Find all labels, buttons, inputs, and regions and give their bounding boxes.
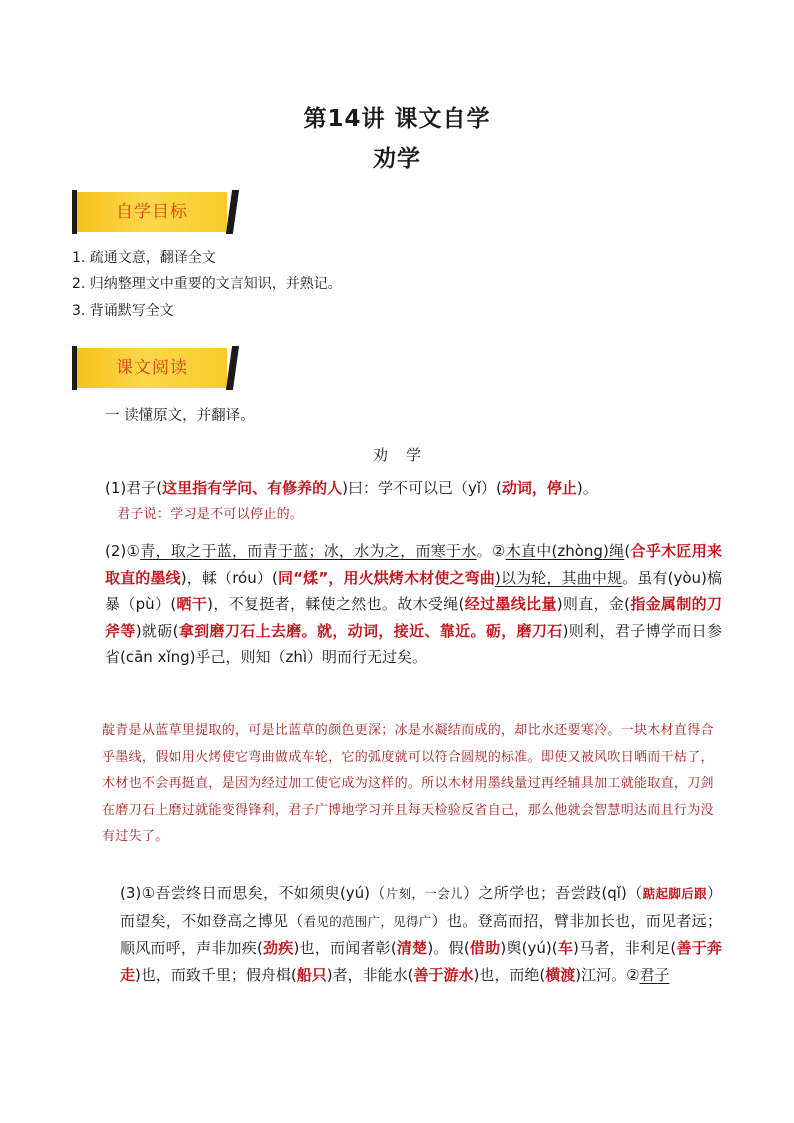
text-run: 輮（róu）( [201,568,278,587]
annotation: 借助 [469,939,501,957]
annotation: 车 [557,939,574,957]
annotation: 动词，停止 [501,479,577,497]
paragraph-2-translation [72,718,722,851]
annotation: 清楚 [396,939,428,957]
text-run: )则直，金( [556,595,631,613]
banner-bar-right [226,346,239,390]
annotation: 同“煣”，用火烘烤木材使之弯曲 [277,568,495,587]
paragraph-1-translation: 君子说：学习是不可以停止的。 [117,507,304,522]
paragraph-3 [72,880,722,988]
annotation: 善于游水 [413,965,474,984]
text-run: )江河。② [575,965,640,984]
text-run: ）之所学也；吾尝跂(qǐ)（ [463,884,643,902]
text-run: )就砺( [135,621,179,640]
text-run: ）而望矣，不如登高之博见（ [120,884,722,930]
underlined-sentence: 君子 [639,965,670,984]
goal-item-3: 3. 背诵默写全文 [72,303,174,319]
text-run: )。 [576,479,598,497]
text-run: )也，而致千里；假舟楫( [135,965,297,984]
text-run: )舆(yú)( [500,939,558,957]
text-run: )马者，非利足( [573,939,677,957]
paragraph-2-translation-text: 靛青是从蓝草里提取的，可是比蓝草的颜色更深；冰是水凝结而成的，却比水还要寒冷。一块木材直得合乎墨线，假如用火烤使它弯曲做成车轮，它的弧度就可以符合圆规的标准。即使又被风吹日晒而干枯了，木材也不会再挺直，是因为经过加工使它成为这样的。所以木材用墨线量过再经辅具加工就能取直，刀剑在磨刀石上磨过就能变得锋利，君子广博地学习并且每天检验反省自己，那么他就会智慧明达而且行为没有过失了。 [102,723,714,844]
text-run: (1)君子( [105,479,163,497]
goal-item-2: 2. 归纳整理文中重要的文言知识，并熟记。 [72,276,342,292]
text-run: ）也。登高而招，臂非加长也，而见者远；顺风而呼，声非加疾( [120,911,722,957]
text-run: )也，而绝( [473,965,546,984]
annotation: 这里指有学问、有修养的人 [162,479,343,497]
banner-bar-right [226,190,239,234]
underlined-sentence: )以为轮，其曲中规 [494,568,623,587]
page-title: 第14讲 课文自学 [303,106,491,132]
annotation: 合乎木匠用来取直的墨线 [105,542,722,587]
reading-banner-label: 课文阅读 [77,348,227,388]
underlined-sentence: 木直中(zhòng)绳 [505,542,625,560]
annotation: 善于奔走 [120,939,722,984]
annotation: 踮起脚后跟 [642,886,707,901]
paragraph-2 [72,538,722,671]
annotation: 劲疾 [262,939,294,957]
paragraph-1-line [72,475,722,502]
goals-banner-label: 自学目标 [77,192,227,232]
text-run: )也，而闻者彰( [293,939,397,957]
reading-banner [72,346,236,390]
annotation: 指金属制的刀斧等 [105,595,722,640]
text-run: 。虽有(yòu)槁暴（pù）( [105,568,723,613]
annotation: 经过墨线比量 [464,595,557,613]
underlined-sentence: 青，取之于蓝，而青于蓝；冰，水为之，而寒于水 [140,542,477,560]
annotation: 拿到磨刀石上去磨。就，动词，接近、靠近。砺，磨刀石 [178,621,563,640]
annotation: 船只 [296,965,327,984]
annotation: 晒干 [176,595,208,613]
paragraph-1 [72,475,722,502]
goal-item-1: 1. 疏通文意，翻译全文 [72,250,216,266]
reading-instruction: 一 读懂原文，并翻译。 [105,408,255,424]
page-subtitle: 劝学 [373,146,421,172]
text-run: )曰：学不可以已（yǐ）( [342,479,502,497]
text-heading: 劝学 [372,446,439,464]
text-run: )。假( [427,939,470,957]
paragraph-2-body [72,538,722,671]
text-run: 。② [476,542,506,560]
text-run: )者，非能水( [326,965,414,984]
paragraph-3-body [72,880,722,988]
goals-banner [72,190,236,234]
text-run: )则利，君子博学而日参省(cān xǐng)乎己，则知（zhì）明而行无过矣。 [105,621,722,666]
annotation: 横渡 [545,965,576,984]
text-run: (2)① [105,542,141,560]
text-run: )，不复挺者，輮使之然也。故木受绳( [207,595,465,613]
gloss: 片刻，一会儿 [385,886,464,901]
text-run: (3)①吾尝终日而思矣，不如须臾(yú)（ [120,884,386,902]
text-run: ( [624,542,631,560]
gloss: 看见的范围广，见得广 [303,913,432,929]
text-run: )， [180,568,202,587]
